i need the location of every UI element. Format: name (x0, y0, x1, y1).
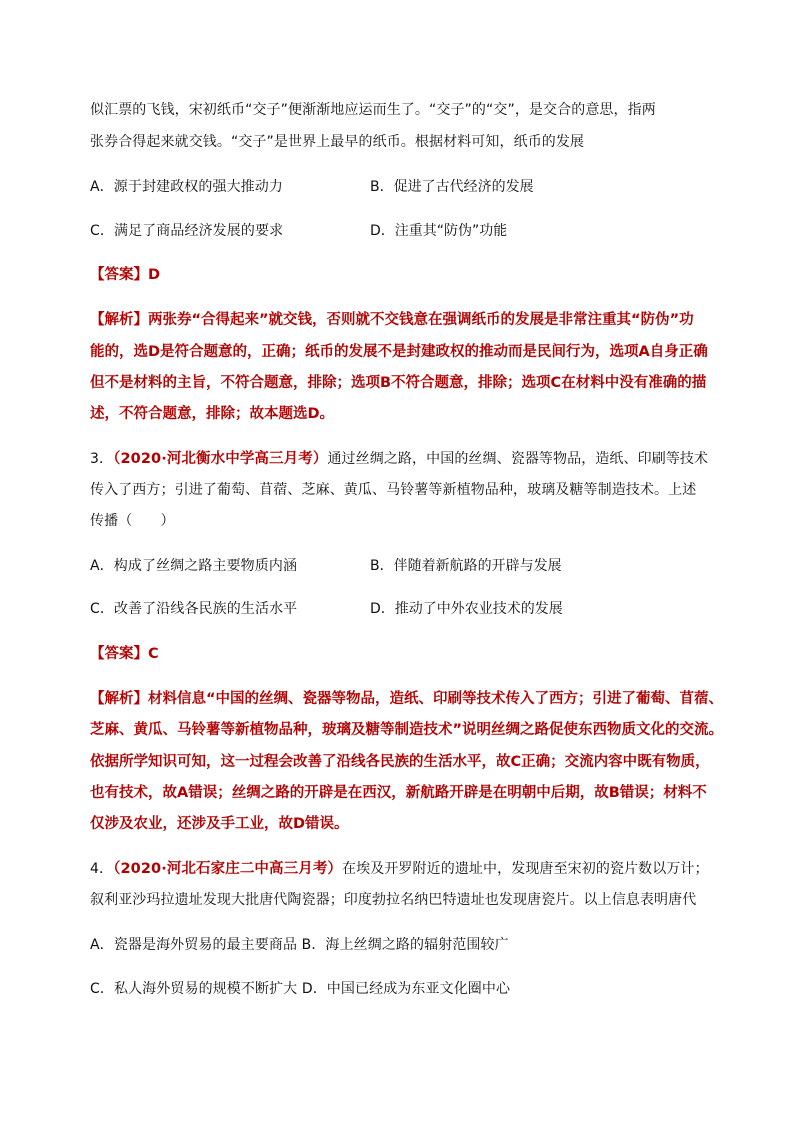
q3-number: 3． (90, 451, 114, 467)
q4-option-cd: C．私人海外贸易的规模不断扩大 D．中国已经成为东亚文化圈中心 (90, 981, 511, 997)
q2-stem-line-2: 张券合得起来就交钱。“交子”是世界上最早的纸币。根据材料可知，纸币的发展 (90, 134, 585, 150)
q3-stem-line-2: 传入了西方；引进了葡萄、苜蓿、芝麻、黄瓜、马铃薯等新植物品种，玻璃及糖等制造技术。上述 (90, 482, 697, 498)
q2-answer-value: D (148, 267, 161, 283)
q4-source: （2020·河北石家庄二中高三月考） (113, 861, 343, 877)
q3-answer (90, 644, 159, 664)
q4-stem-line-2: 叙利亚沙玛拉遗址发现大批唐代陶瓷器；印度勃拉名纳巴特遗址也发现唐瓷片。以上信息表明唐代 (90, 892, 697, 908)
q2-option-c: C．满足了商品经济发展的要求 (90, 223, 284, 239)
q3-analysis-line-4: 也有技术，故A错误；丝绸之路的开辟是在西汉，新航路开辟是在明朝中后期，故B错误；材料不 (90, 785, 707, 801)
q2-analysis-label: 【解析】 (90, 312, 148, 328)
q3-analysis-line-1 (90, 689, 723, 709)
q2-stem-line-1: 似汇票的飞钱，宋初纸币“交子”便渐渐地应运而生了。“交子”的“交”，是交合的意思，指两 (90, 102, 656, 118)
q2-answer (90, 265, 160, 285)
q2-option-a: A．源于封建政权的强大推动力 (90, 179, 283, 195)
q2-option-d: D．注重其“防伪”功能 (370, 223, 508, 239)
q3-analysis-label: 【解析】 (90, 691, 148, 707)
q3-option-c: C．改善了沿线各民族的生活水平 (90, 601, 298, 617)
q3-stem-line-3: 传播（ ） (90, 513, 175, 529)
q2-analysis-text-1: 两张券“合得起来”就交钱，否则就不交钱意在强调纸币的发展是非常注重其“防伪”功 (148, 312, 694, 328)
q3-analysis-text-1: 材料信息“中国的丝绸、瓷器等物品，造纸、印刷等技术传入了西方；引进了葡萄、苜蓿、 (148, 691, 724, 707)
q2-analysis-line-1 (90, 310, 694, 330)
q2-analysis-line-3: 但不是材料的主旨，不符合题意，排除；选项B不符合题意，排除；选项C在材料中没有准确的描 (90, 375, 707, 391)
q3-option-d: D．推动了中外农业技术的发展 (370, 601, 563, 617)
q3-analysis-line-2: 芝麻、黄瓜、马铃薯等新植物品种，玻璃及糖等制造技术”说明丝绸之路促使东西物质文化的交流。 (90, 722, 724, 738)
q3-option-b: B．伴随着新航路的开辟与发展 (370, 558, 562, 574)
q4-option-ab: A．瓷器是海外贸易的最主要商品 B．海上丝绸之路的辐射范围较广 (90, 937, 509, 953)
q3-stem-line-1 (90, 449, 708, 469)
q4-stem-text-1: 在埃及开罗附近的遗址中，发现唐至宋初的瓷片数以万计； (342, 861, 709, 877)
q2-analysis-line-4: 述，不符合题意，排除；故本题选D。 (90, 406, 335, 422)
q3-stem-text-1: 通过丝绸之路，中国的丝绸、瓷器等物品，造纸、印刷等技术 (327, 451, 709, 467)
q2-option-b: B．促进了古代经济的发展 (370, 179, 534, 195)
q3-answer-label: 【答案】 (90, 646, 148, 662)
q3-analysis-line-5: 仅涉及农业，还涉及手工业，故D错误。 (90, 816, 349, 832)
q3-option-a: A．构成了丝绸之路主要物质内涵 (90, 558, 298, 574)
q3-analysis-line-3: 依据所学知识可知，这一过程会改善了沿线各民族的生活水平，故C正确；交流内容中既有物质， (90, 754, 710, 770)
q2-answer-label: 【答案】 (90, 267, 148, 283)
q4-number: 4． (90, 861, 114, 877)
q3-answer-value: C (148, 646, 159, 662)
q2-analysis-line-2: 能的，选D是符合题意的，正确；纸币的发展不是封建政权的推动而是民间行为，选项A自身正确 (90, 344, 708, 360)
q3-source: （2020·河北衡水中学高三月考） (113, 451, 328, 467)
q4-stem-line-1 (90, 859, 709, 879)
